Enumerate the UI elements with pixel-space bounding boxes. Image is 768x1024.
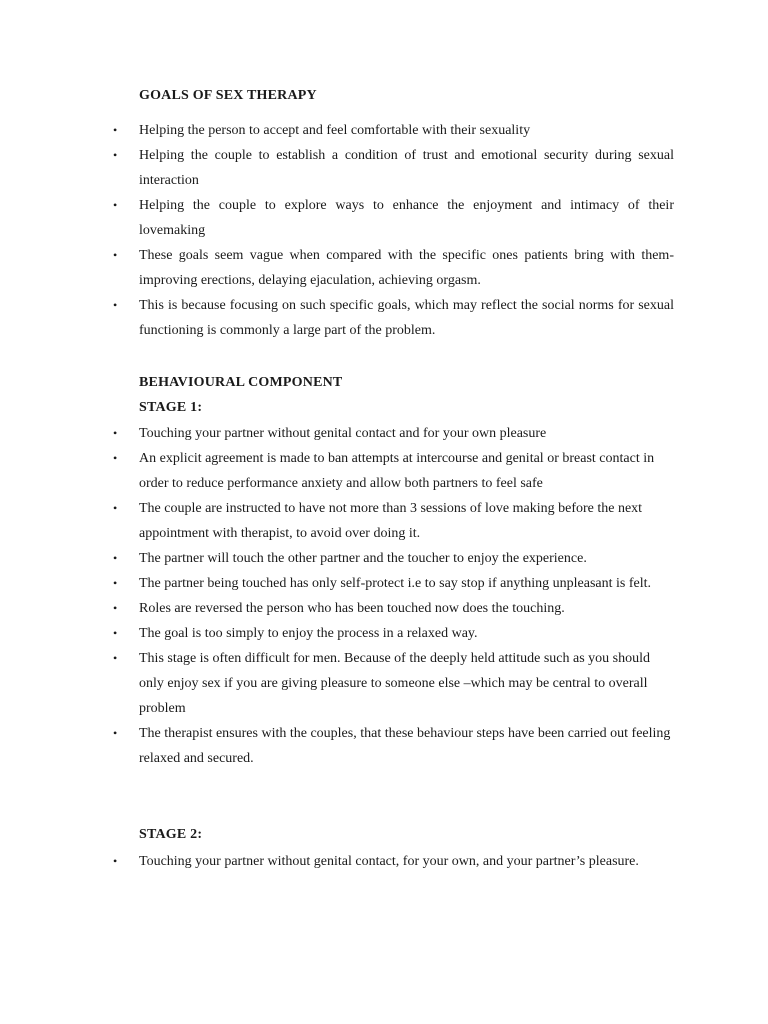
list-item: • This stage is often difficult for men. Because of the deeply held attitude such as you should only enjoy sex if you are giving pleasure to someone else –which may be central to overall problem	[0, 646, 768, 721]
list-item: • An explicit agreement is made to ban attempts at intercourse and genital or breast contact in order to reduce performance anxiety and allow both partners to feel safe	[0, 446, 768, 496]
list-item: • Helping the person to accept and feel comfortable with their sexuality	[0, 118, 768, 143]
bullet-icon: •	[113, 551, 118, 565]
bullet-icon: •	[113, 576, 118, 590]
bullet-icon: •	[113, 198, 118, 212]
list-item: • This is because focusing on such specific goals, which may reflect the social norms for sexual functioning is commonly a large part of the problem.	[0, 293, 768, 343]
list-item: • Helping the couple to establish a condition of trust and emotional security during sexual interaction	[0, 143, 768, 193]
bullet-icon: •	[113, 601, 118, 615]
list-item: • The couple are instructed to have not more than 3 sessions of love making before the next appointment with therapist, to avoid over doing it.	[0, 496, 768, 546]
bullet-icon: •	[113, 148, 118, 162]
bullet-icon: •	[113, 426, 118, 440]
stage1-list	[0, 421, 768, 771]
bullet-icon: •	[113, 854, 118, 868]
list-item: • Touching your partner without genital contact and for your own pleasure	[0, 421, 768, 446]
list-item: • The goal is too simply to enjoy the process in a relaxed way.	[0, 621, 768, 646]
list-item: • These goals seem vague when compared with the specific ones patients bring with them-improving erections, delaying ejaculation, achieving orgasm.	[0, 243, 768, 293]
list-item: • The partner being touched has only self-protect i.e to say stop if anything unpleasant is felt.	[0, 571, 768, 596]
stage2-heading: STAGE 2:	[139, 827, 203, 842]
bullet-icon: •	[113, 123, 118, 137]
bullet-icon: •	[113, 501, 118, 515]
behavioural-heading: BEHAVIOURAL COMPONENT	[139, 375, 343, 390]
list-item: • The therapist ensures with the couples, that these behaviour steps have been carried out feeling relaxed and secured.	[0, 721, 768, 771]
stage1-heading: STAGE 1:	[139, 400, 203, 415]
bullet-icon: •	[113, 626, 118, 640]
bullet-icon: •	[113, 298, 118, 312]
goals-list	[0, 118, 768, 343]
bullet-icon: •	[113, 651, 118, 665]
bullet-icon: •	[113, 248, 118, 262]
list-item: • Helping the couple to explore ways to enhance the enjoyment and intimacy of their lovemaking	[0, 193, 768, 243]
list-item: • Roles are reversed the person who has been touched now does the touching.	[0, 596, 768, 621]
list-item: • Touching your partner without genital contact, for your own, and your partner’s pleasure.	[0, 849, 768, 874]
bullet-icon: •	[113, 451, 118, 465]
goals-heading: GOALS OF SEX THERAPY	[139, 88, 317, 103]
list-item: • The partner will touch the other partner and the toucher to enjoy the experience.	[0, 546, 768, 571]
bullet-icon: •	[113, 726, 118, 740]
stage2-list	[0, 849, 768, 874]
